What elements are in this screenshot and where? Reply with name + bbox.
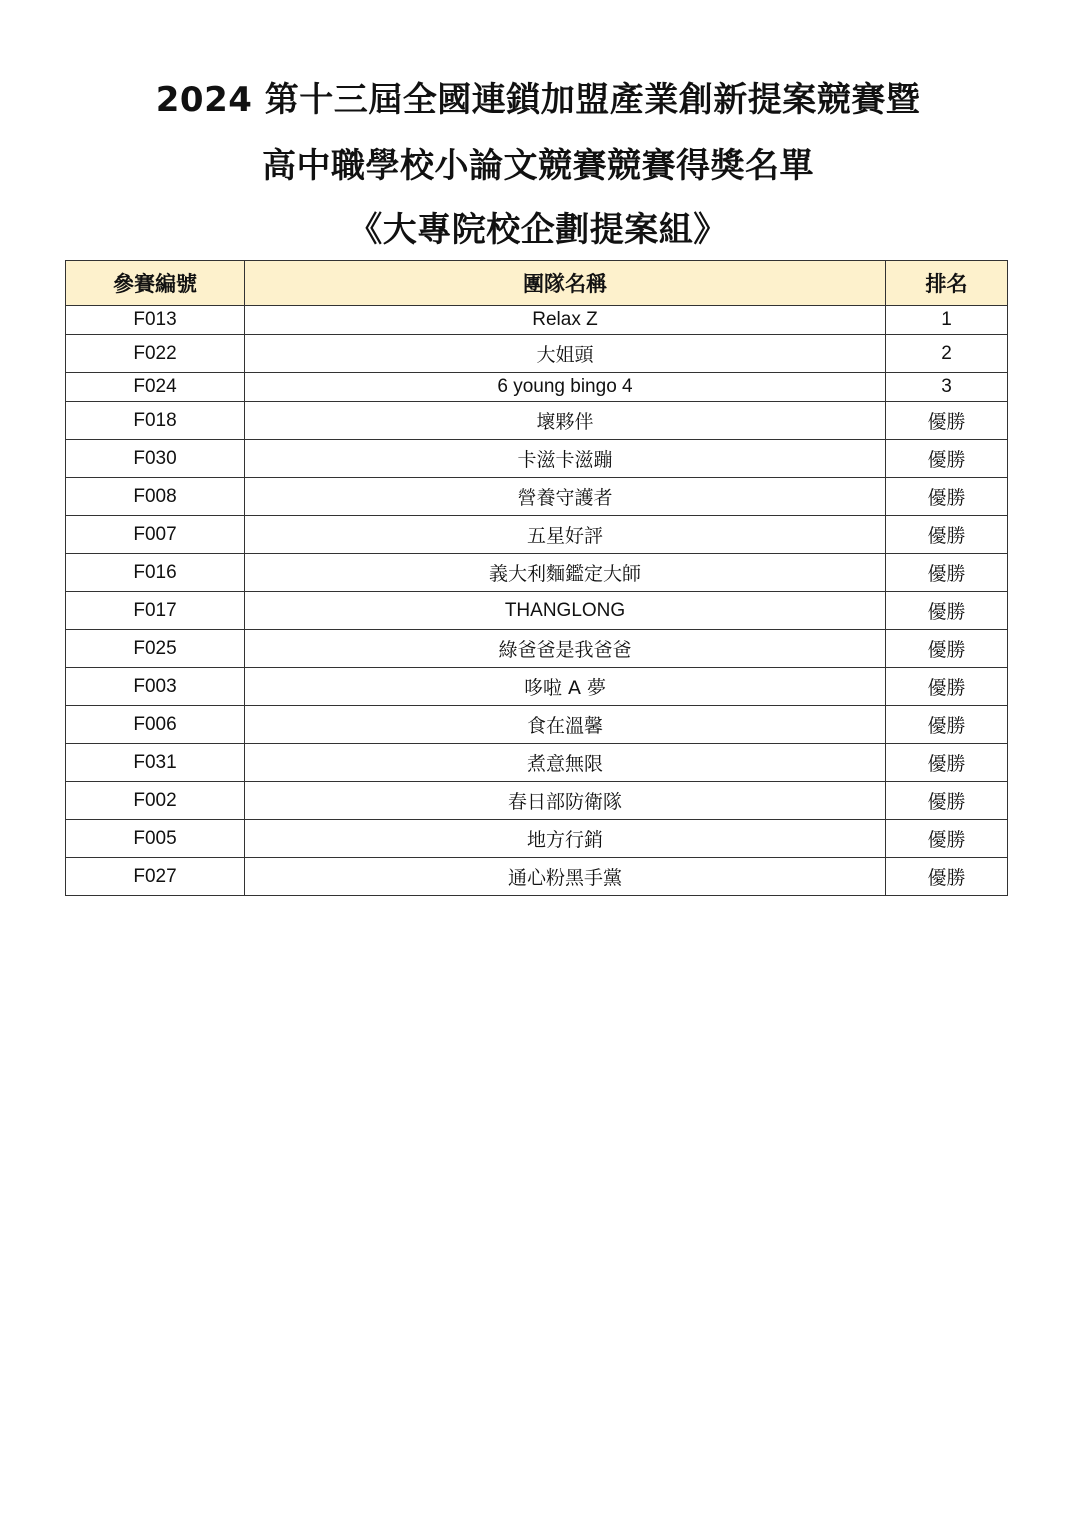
team-name-cell: 義大利麵鑑定大師 [245, 554, 886, 592]
table-row [66, 630, 1008, 668]
rank-cell: 優勝 [886, 554, 1008, 592]
entry-number-cell: F022 [66, 335, 245, 373]
rank-cell: 1 [886, 306, 1008, 335]
entry-number-cell: F005 [66, 820, 245, 858]
document-title-line-1: 2024 第十三屆全國連鎖加盟產業創新提案競賽暨 [155, 80, 921, 120]
header-rank: 排名 [886, 261, 1008, 306]
table-row [66, 306, 1008, 335]
team-name-cell: 通心粉黑手黨 [245, 858, 886, 896]
rank-cell: 優勝 [886, 782, 1008, 820]
entry-number-cell: F006 [66, 706, 245, 744]
entry-number-cell: F007 [66, 516, 245, 554]
table-header-row [66, 261, 1008, 306]
team-name-cell: THANGLONG [245, 592, 886, 630]
table-row [66, 335, 1008, 373]
header-entry-number: 參賽編號 [66, 261, 245, 306]
table-row [66, 516, 1008, 554]
table-row [66, 592, 1008, 630]
entry-number-cell: F002 [66, 782, 245, 820]
table-row [66, 440, 1008, 478]
team-name-cell: 壞夥伴 [245, 402, 886, 440]
rank-cell: 優勝 [886, 630, 1008, 668]
entry-number-cell: F008 [66, 478, 245, 516]
document-subtitle-category: 《大專院校企劃提案組》 [348, 210, 728, 250]
table-row [66, 744, 1008, 782]
entry-number-cell: F024 [66, 373, 245, 402]
entry-number-cell: F017 [66, 592, 245, 630]
team-name-cell: 6 young bingo 4 [245, 373, 886, 402]
rank-cell: 3 [886, 373, 1008, 402]
table-row [66, 706, 1008, 744]
table-row [66, 782, 1008, 820]
rank-cell: 優勝 [886, 706, 1008, 744]
team-name-cell: 煮意無限 [245, 744, 886, 782]
team-name-cell: 卡滋卡滋蹦 [245, 440, 886, 478]
rank-cell: 優勝 [886, 478, 1008, 516]
table-row [66, 373, 1008, 402]
results-table [65, 260, 1008, 896]
team-name-cell: 營養守護者 [245, 478, 886, 516]
team-name-cell: 大姐頭 [245, 335, 886, 373]
entry-number-cell: F016 [66, 554, 245, 592]
rank-cell: 優勝 [886, 820, 1008, 858]
rank-cell: 優勝 [886, 744, 1008, 782]
table-row [66, 554, 1008, 592]
entry-number-cell: F018 [66, 402, 245, 440]
table-row [66, 402, 1008, 440]
rank-cell: 優勝 [886, 592, 1008, 630]
table-row [66, 478, 1008, 516]
table-row [66, 858, 1008, 896]
team-name-cell: 地方行銷 [245, 820, 886, 858]
rank-cell: 優勝 [886, 402, 1008, 440]
team-name-cell: 綠爸爸是我爸爸 [245, 630, 886, 668]
rank-cell: 優勝 [886, 668, 1008, 706]
entry-number-cell: F027 [66, 858, 245, 896]
entry-number-cell: F003 [66, 668, 245, 706]
entry-number-cell: F013 [66, 306, 245, 335]
entry-number-cell: F030 [66, 440, 245, 478]
entry-number-cell: F031 [66, 744, 245, 782]
team-name-cell: Relax Z [245, 306, 886, 335]
entry-number-cell: F025 [66, 630, 245, 668]
team-name-cell: 五星好評 [245, 516, 886, 554]
rank-cell: 優勝 [886, 440, 1008, 478]
table-row [66, 820, 1008, 858]
team-name-cell: 春日部防衛隊 [245, 782, 886, 820]
rank-cell: 優勝 [886, 516, 1008, 554]
team-name-cell: 哆啦 A 夢 [245, 668, 886, 706]
document-title-line-2: 高中職學校小論文競賽競賽得獎名單 [262, 146, 814, 186]
rank-cell: 優勝 [886, 858, 1008, 896]
table-row [66, 668, 1008, 706]
rank-cell: 2 [886, 335, 1008, 373]
team-name-cell: 食在溫馨 [245, 706, 886, 744]
header-team-name: 團隊名稱 [245, 261, 886, 306]
